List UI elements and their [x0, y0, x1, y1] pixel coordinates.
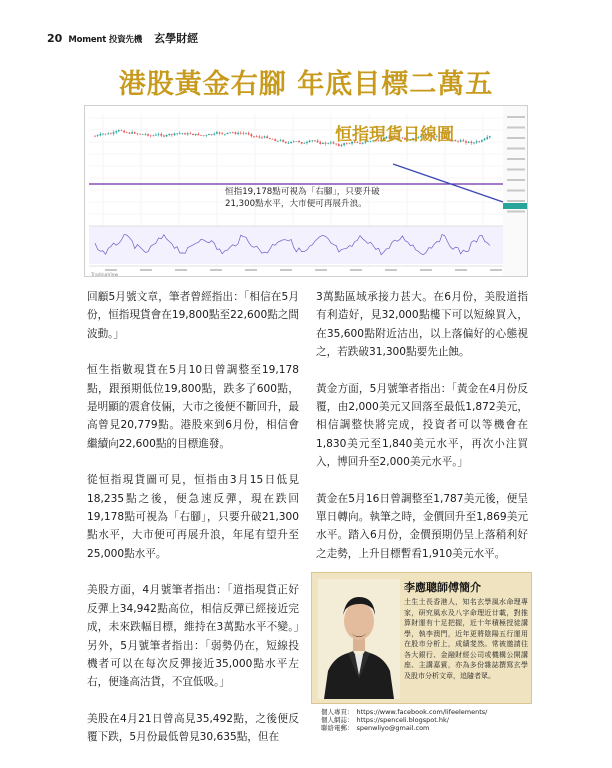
time-axis-tick: [420, 269, 432, 271]
contact-value[interactable]: https://spenceli.blogspot.hk/: [356, 716, 449, 725]
candle-body: [216, 132, 218, 133]
contact-label: 個人專頁：: [321, 708, 354, 716]
price-axis-tick: [507, 190, 525, 192]
candle-body: [152, 136, 154, 137]
candle-body: [250, 134, 252, 136]
candle-body: [325, 143, 327, 144]
candle-body: [330, 142, 332, 143]
contact-value[interactable]: spenwliyo@gmail.com: [356, 724, 430, 733]
candle-body: [176, 133, 178, 134]
candle-body: [219, 132, 221, 133]
chart-annotation: 21,300點水平，大市便可再展升浪。: [225, 199, 367, 209]
candle-body: [105, 134, 107, 135]
candle-body: [462, 140, 464, 141]
candle-body: [282, 140, 284, 142]
price-axis-tick: [507, 137, 525, 139]
price-axis-tick: [507, 148, 525, 150]
candle-body: [158, 134, 160, 135]
candle-body: [269, 138, 271, 139]
candle-body: [174, 133, 176, 135]
candle-body: [261, 138, 263, 139]
candle-body: [203, 135, 205, 136]
price-axis-tick: [507, 211, 525, 213]
candle-body: [243, 133, 245, 134]
contact-label: 聯絡電郵：: [321, 724, 354, 733]
candle-body: [235, 132, 237, 134]
candle-body: [245, 133, 247, 134]
paragraph: 從恒指現貨圖可見，恒指由3月15日低見18,235點之後，便急速反彈，現在跌回19,178點可視為「右腳」，只要升破21,300點水平，大市便可再展升浪，年尾有望升至25,000點水平。: [87, 474, 299, 560]
time-axis-tick: [105, 269, 117, 271]
candle-body: [166, 135, 168, 136]
candle-body: [296, 141, 298, 142]
candle-body: [99, 134, 101, 135]
candle-body: [155, 135, 157, 136]
candle-body: [113, 132, 115, 133]
candle-body: [94, 136, 96, 137]
time-axis-tick: [455, 269, 467, 271]
candle-body: [126, 132, 128, 133]
candle-body: [457, 141, 459, 142]
last-price-marker: [503, 203, 528, 209]
time-axis-tick: [315, 269, 327, 271]
oscillator-panel: [89, 226, 503, 264]
candle-body: [150, 136, 152, 137]
candle-body: [142, 134, 144, 135]
paragraph: 3萬點區域承接力甚大。在6月份，美股道指有利造好，見32,000點樓下可以短線買入，在35,600點附近沽出，以上落偏好的心態視之，若跌破31,300點要先止蝕。: [316, 291, 528, 359]
candle-body: [256, 136, 258, 137]
candle-body: [248, 133, 250, 134]
candle-body: [319, 142, 321, 144]
chart-canvas: [85, 106, 528, 277]
author-photo: [318, 579, 400, 699]
time-axis-tick: [280, 269, 292, 271]
candle-body: [280, 140, 282, 141]
candle-body: [465, 141, 467, 142]
candle-body: [317, 141, 319, 142]
candle-body: [147, 134, 149, 136]
time-axis-tick: [385, 269, 397, 271]
page-header: [47, 30, 198, 46]
candle-body: [137, 134, 139, 135]
candle-body: [121, 130, 123, 131]
time-axis-tick: [210, 269, 222, 271]
candle-body: [197, 134, 199, 135]
candle-body: [192, 134, 194, 135]
candle-body: [486, 137, 488, 139]
section-name: 玄學財經: [154, 32, 199, 45]
candle-body: [110, 133, 112, 134]
candle-body: [481, 140, 483, 141]
candle-body: [258, 137, 260, 138]
candle-body: [285, 142, 287, 143]
candle-body: [306, 142, 308, 143]
candle-body: [129, 133, 131, 134]
candle-body: [195, 134, 197, 135]
price-axis-tick: [507, 158, 525, 160]
candle-body: [163, 136, 165, 137]
candle-body: [277, 141, 279, 142]
candle-body: [160, 134, 162, 136]
candle-body: [144, 134, 146, 135]
candle-body: [240, 133, 242, 134]
candle-body: [184, 133, 186, 134]
candle-body: [489, 136, 491, 137]
candle-body: [221, 133, 223, 134]
chart-overlay-title: 恒指現貨日線圖: [335, 125, 454, 145]
candle-body: [293, 141, 295, 142]
candle-body: [298, 141, 300, 142]
candle-body: [470, 142, 472, 143]
candle-body: [123, 131, 125, 133]
time-axis-tick: [140, 269, 152, 271]
candle-body: [190, 133, 192, 134]
candle-body: [274, 139, 276, 141]
magazine-name: Moment 投資先機: [68, 35, 143, 45]
candle-body: [182, 133, 184, 134]
time-axis-tick: [175, 269, 187, 271]
candle-body: [131, 132, 133, 133]
candle-body: [134, 132, 136, 133]
candle-body: [213, 134, 215, 135]
author-contacts: [321, 708, 490, 733]
candle-body: [460, 140, 462, 141]
candle-body: [327, 143, 329, 144]
price-axis-tick: [507, 127, 525, 129]
candle-body: [171, 134, 173, 135]
price-axis-tick: [507, 116, 525, 118]
candle-body: [211, 134, 213, 135]
paragraph: 黃金在5月16日曾調整至1,787美元後，便呈單日轉向。執筆之時，金價回升至1,869美元水平。踏入6月份，金價預期仍呈上落稍利好之走勢，上升目標暫看1,910美元水平。: [316, 492, 528, 560]
author-name: 李應聰師傅簡介: [404, 581, 481, 594]
time-axis-tick: [245, 269, 257, 271]
chart-annotation: 恒指19,178點可視為「右腳」，只要升破: [225, 187, 380, 197]
candle-body: [478, 141, 480, 142]
right-column: [316, 288, 528, 581]
time-axis-tick: [490, 269, 502, 271]
candle-body: [232, 132, 234, 133]
candle-body: [303, 143, 305, 144]
candle-body: [314, 140, 316, 141]
candle-body: [476, 141, 478, 142]
candle-body: [102, 134, 104, 135]
price-axis-tick: [507, 179, 525, 181]
candle-body: [266, 136, 268, 138]
author-bio-box: [311, 572, 532, 704]
hsi-daily-chart: [84, 105, 528, 277]
contact-row: [321, 724, 490, 732]
candle-body: [139, 134, 141, 135]
contact-value[interactable]: https://www.facebook.com/lifeelements/: [356, 708, 488, 716]
candle-body: [237, 133, 239, 134]
candle-body: [115, 131, 117, 132]
candle-body: [97, 135, 99, 136]
candle-body: [205, 135, 207, 136]
candle-body: [200, 135, 202, 136]
candle-body: [229, 132, 231, 133]
candle-body: [468, 142, 470, 143]
paragraph: 黃金方面，5月號筆者指出：「黃金在4月份反覆，由2,000美元又回落至最低1,872美元，相信調整快將完成，投資者可以等機會在1,830美元至1,840美元水平，再次小注買入，博回升至2,000美元水平。」: [316, 382, 528, 469]
candle-body: [179, 133, 181, 134]
candle-body: [107, 133, 109, 134]
candle-body: [455, 140, 457, 141]
paragraph: 恒生指數現貨在5月10日曾調整至19,178點，跟預期低位19,800點，跌多了600點，是明顯的震倉伎倆，大市之後便不斷回升，最高曾見20,779點。港股來到6月份，相信會繼續向22,600點的目標進發。: [87, 364, 299, 450]
price-axis-tick: [507, 169, 525, 171]
candle-body: [301, 142, 303, 144]
chart-source: TradingView: [91, 273, 119, 278]
candle-body: [272, 139, 274, 140]
article-title: 港股黃金右腳 年底目標二萬五: [118, 69, 494, 100]
page-number: 20: [47, 32, 63, 45]
candle-body: [341, 145, 343, 146]
candle-body: [322, 143, 324, 144]
candle-body: [253, 136, 255, 137]
paragraph: 美股在4月21日曾高見35,492點，之後便反覆下跌，5月份最低曾見30,635點，但在: [87, 712, 299, 744]
candle-body: [168, 134, 170, 135]
author-description: 土生土長香港人，知名玄學風水命理專家，研究風水及八字命理近廿載，對推算財運有十足把握，近十年積極授徒講學，執李澳門，近年更將陰陽五行運用在股市分析上，成績斐然。常被邀請往各大銀行、金融財經公司或機構公開講座、主講嘉賓，亦為多份雜誌撰寫玄學及股市分析文章，追隨者眾。: [404, 598, 528, 680]
time-axis-tick: [350, 269, 362, 271]
candle-body: [311, 140, 313, 141]
paragraph: 回顧5月號文章，筆者曾經指出：「相信在5月份，恒指現貨會在19,800點至22,600點之間波動。」: [87, 291, 299, 340]
candle-body: [290, 142, 292, 143]
candle-body: [118, 130, 120, 131]
paragraph: 美股方面，4月號筆者指出：「道指現貨正好反彈上34,942點高位，相信反彈已經接近完成，未來跌幅目標，維持在3萬點水平不變。」另外，5月號筆者指出：「弱勢仍在，短線投機者可以在每次反彈接近35,000點水平左右，便逢高沽貨，不宜低吸。」: [87, 584, 299, 689]
candle-body: [473, 143, 475, 144]
left-column: [87, 288, 299, 765]
contact-row: [321, 708, 490, 716]
candle-body: [224, 134, 226, 135]
price-axis-tick: [507, 200, 525, 202]
candle-body: [187, 133, 189, 134]
contact-label: 個人網誌：: [321, 716, 354, 725]
candle-body: [484, 139, 486, 140]
candle-body: [264, 136, 266, 137]
candle-body: [227, 133, 229, 134]
candle-body: [288, 143, 290, 144]
candle-body: [208, 134, 210, 135]
candle-body: [309, 141, 311, 142]
